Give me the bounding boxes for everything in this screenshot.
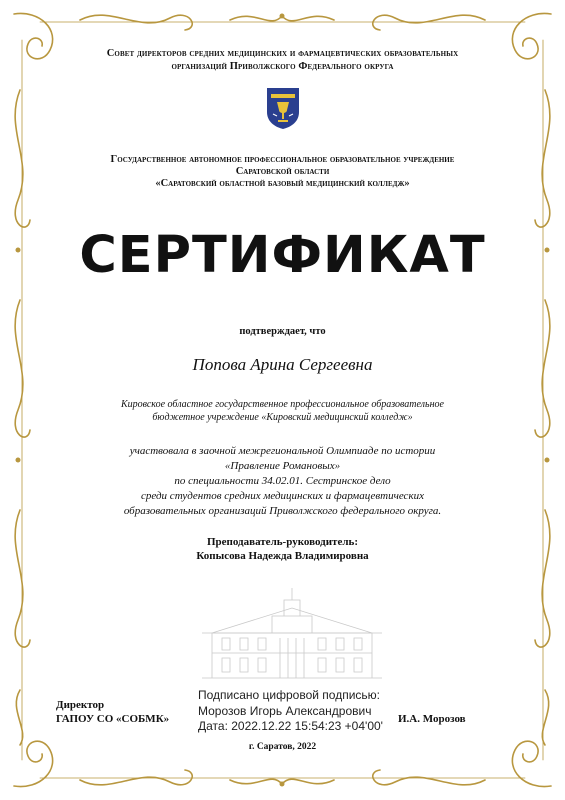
achievement-text — [50, 444, 515, 519]
achievement-line-4: среди студентов средних медицинских и фармацевтических — [141, 490, 424, 502]
signature-line-1: Подписано цифровой подписью: — [198, 688, 380, 702]
teacher-block — [0, 535, 565, 563]
recipient-name: Попова Арина Сергеевна — [192, 355, 373, 374]
recipient-organization — [60, 398, 505, 424]
achievement-line-2: «Правление Романовых» — [224, 460, 341, 472]
director-title: Директор — [56, 699, 105, 711]
certificate-title: СЕРТИФИКАТ — [79, 226, 486, 285]
city-year: г. Саратов, 2022 — [248, 742, 317, 752]
institution-line-1: Государственное автономное профессиональное образовательное учреждение — [110, 154, 455, 165]
director-name: И.А. Морозов — [398, 713, 466, 725]
recipient-org-line-2: бюджетное учреждение «Кировский медицинский колледж» — [152, 412, 413, 423]
director-block — [56, 698, 169, 726]
achievement-line-3: по специальности 34.02.01. Сестринское дело — [174, 475, 391, 487]
institution-header — [50, 154, 515, 190]
council-line-2: организаций Приволжского Федерального округа — [171, 61, 394, 72]
achievement-line-5: образовательных организаций Приволжского федерального округа. — [123, 505, 442, 517]
college-emblem-icon — [263, 86, 303, 130]
institution-line-3: «Саратовский областной базовый медицинский колледж» — [155, 178, 410, 189]
institution-line-2: Саратовской области — [235, 166, 330, 177]
teacher-name: Копысова Надежда Владимировна — [196, 550, 369, 562]
achievement-line-1: участвовала в заочной межрегиональной Олимпиаде по истории — [129, 445, 436, 457]
council-header — [50, 47, 515, 73]
signature-line-3: Дата: 2022.12.22 15:54:23 +04'00' — [198, 719, 383, 733]
confirms-text: подтверждает, что — [239, 326, 326, 337]
college-building-watermark — [192, 578, 392, 688]
teacher-label: Преподаватель-руководитель: — [206, 536, 358, 548]
digital-signature — [198, 688, 398, 735]
director-organization: ГАПОУ СО «СОБМК» — [56, 713, 170, 725]
council-line-1: Совет директоров средних медицинских и фармацевтических образовательных — [106, 48, 459, 59]
recipient-org-line-1: Кировское областное государственное профессиональное образовательное — [121, 399, 444, 410]
signature-line-2: Морозов Игорь Александрович — [198, 703, 372, 718]
